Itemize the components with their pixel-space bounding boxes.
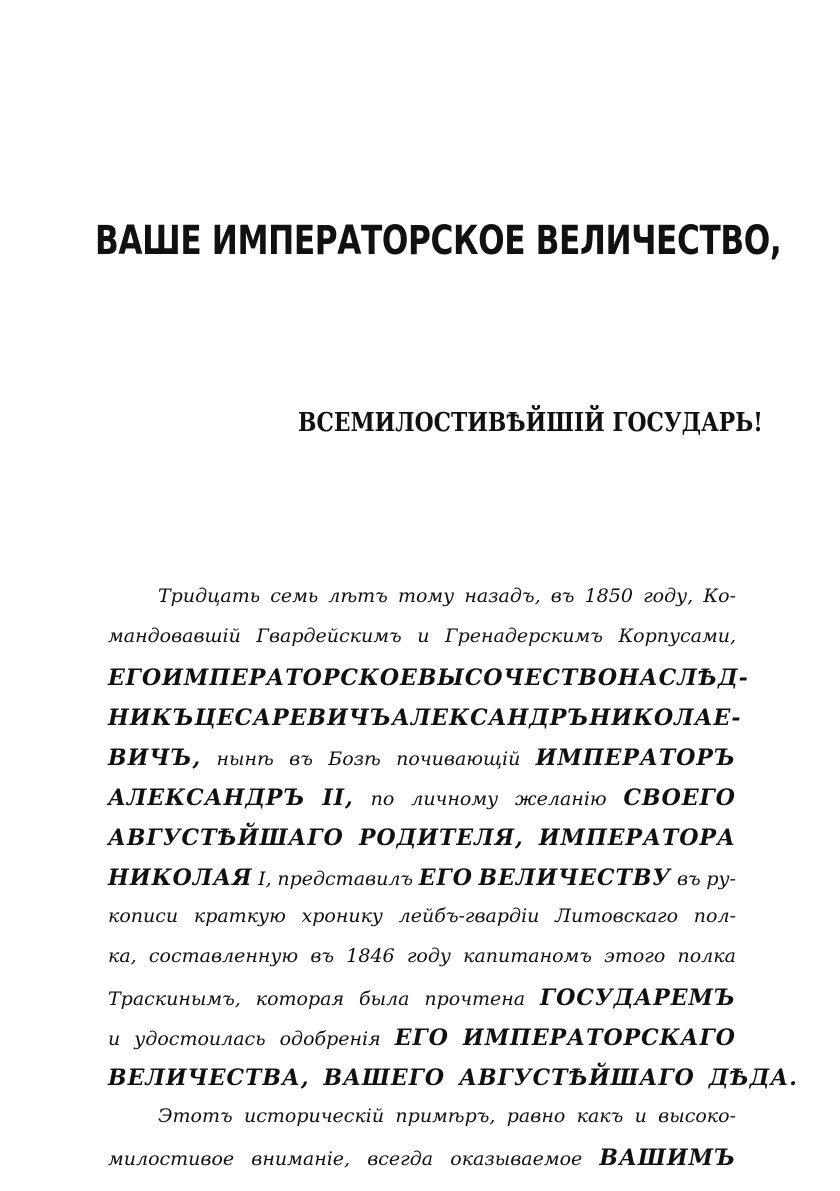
word: ДѢДА. <box>708 1065 798 1091</box>
word: Гренадерскимъ <box>444 625 603 647</box>
word: ка, <box>108 945 137 967</box>
word: II, <box>322 785 354 811</box>
word: Тридцать <box>158 585 261 607</box>
word: личному <box>411 788 499 810</box>
word: милостивое <box>108 1148 235 1170</box>
word: высоко- <box>658 1105 736 1127</box>
word: по <box>370 788 395 810</box>
word: ВЕЛИЧЕСТВА, <box>108 1065 310 1091</box>
word: Бозѣ <box>328 748 381 770</box>
word: этого <box>604 945 666 967</box>
word: въ <box>289 748 313 770</box>
word: кописи <box>108 905 179 927</box>
word: капитаномъ <box>463 945 592 967</box>
word: Ко- <box>703 585 736 607</box>
word: въ <box>550 585 575 607</box>
word: Гвардейскимъ <box>256 625 402 647</box>
word: оказываемое <box>450 1148 583 1170</box>
word: и <box>108 1028 121 1050</box>
text-line <box>108 705 742 745</box>
word: которая <box>255 988 345 1010</box>
text-line <box>108 1105 736 1145</box>
word: ЕГО <box>108 665 163 691</box>
word: лѣтъ <box>328 585 388 607</box>
word: I, <box>258 868 272 890</box>
word: одобренія <box>279 1028 381 1050</box>
word: представилъ <box>277 868 414 890</box>
body-text <box>108 585 798 1185</box>
word: лейбъ-гвардіи <box>398 905 540 927</box>
word: ВАШЕГО <box>323 1065 446 1091</box>
text-line <box>108 1065 798 1105</box>
word: 1846 <box>346 945 395 967</box>
word: СВОЕГО <box>623 785 736 811</box>
word: ИМПЕРАТОРА <box>538 825 736 851</box>
word: Траскинымъ, <box>108 988 241 1010</box>
word: ЕГО <box>418 865 473 891</box>
word: тому <box>397 585 455 607</box>
word: ВАШИМЪ <box>599 1145 736 1171</box>
word: была <box>358 988 410 1010</box>
word: въ <box>676 868 701 890</box>
text-line <box>108 785 736 825</box>
text-line <box>108 585 736 625</box>
text-line <box>108 825 736 865</box>
word: семь <box>270 585 319 607</box>
word: ру- <box>706 868 736 890</box>
text-line <box>108 1025 736 1065</box>
word: году <box>406 945 451 967</box>
word: прочтена <box>424 988 526 1010</box>
word: ИМПЕРАТОРЪ <box>535 745 736 771</box>
word: ГОСУДАРЕМЪ <box>540 985 736 1011</box>
word: ИМПЕРАТОРСКАГО <box>462 1025 736 1051</box>
word: составленную <box>148 945 299 967</box>
word: АЛЕКСАНДРЪ <box>391 705 590 731</box>
word: РОДИТЕЛЯ, <box>358 825 524 851</box>
text-line <box>108 865 736 905</box>
word: удостоилась <box>134 1028 266 1050</box>
word: ЦЕСАРЕВИЧЪ <box>194 705 392 731</box>
word: желанію <box>515 788 607 810</box>
word: хронику <box>301 905 383 927</box>
word: Литовскаго <box>555 905 679 927</box>
text-line <box>108 1145 736 1185</box>
word: НИКЪ <box>108 705 195 731</box>
word: НАСЛѢД- <box>618 665 749 691</box>
word: НИКОЛАЯ <box>108 865 253 891</box>
word: назадъ, <box>464 585 541 607</box>
text-line <box>108 905 736 945</box>
dedication-title: ВАШЕ ИМПЕРАТОРСКОЕ ВЕЛИЧЕСТВО, <box>95 218 782 264</box>
word: мандовавшій <box>108 625 241 647</box>
word: и <box>634 1105 647 1127</box>
word: Этотъ <box>158 1105 233 1127</box>
word: АВГУСТѢЙШАГО <box>108 825 344 851</box>
text-line <box>108 665 749 705</box>
word: вниманіе, <box>251 1148 351 1170</box>
word: АЛЕКСАНДРЪ <box>108 785 306 811</box>
word: и <box>417 625 430 647</box>
word: ВЫСОЧЕСТВО <box>417 665 619 691</box>
word: всегда <box>367 1148 434 1170</box>
text-line <box>108 945 736 985</box>
salutation: ВСЕМИЛОСТИВѢЙШІЙ ГОСУДАРЬ! <box>298 408 763 438</box>
word: ВЕЛИЧЕСТВУ <box>478 865 672 891</box>
word: равно <box>506 1105 566 1127</box>
word: въ <box>310 945 335 967</box>
word: ИМПЕРАТОРСКОЕ <box>162 665 418 691</box>
word: полка <box>677 945 736 967</box>
word: краткую <box>193 905 286 927</box>
word: почивающій <box>396 748 521 770</box>
word: какъ <box>576 1105 624 1127</box>
word: ЕГО <box>394 1025 449 1051</box>
word: примѣръ, <box>395 1105 496 1127</box>
word: ВИЧЪ, <box>108 745 202 771</box>
word: АВГУСТѢЙШАГО <box>459 1065 695 1091</box>
text-line <box>108 985 736 1025</box>
text-line <box>108 745 736 785</box>
text-line <box>108 625 736 665</box>
word: пол- <box>693 905 736 927</box>
word: 1850 <box>584 585 633 607</box>
word: нынѣ <box>216 748 274 770</box>
word: Корпусами, <box>618 625 736 647</box>
word: НИКОЛАЕ- <box>589 705 742 731</box>
word: историческій <box>244 1105 385 1127</box>
word: году, <box>643 585 694 607</box>
